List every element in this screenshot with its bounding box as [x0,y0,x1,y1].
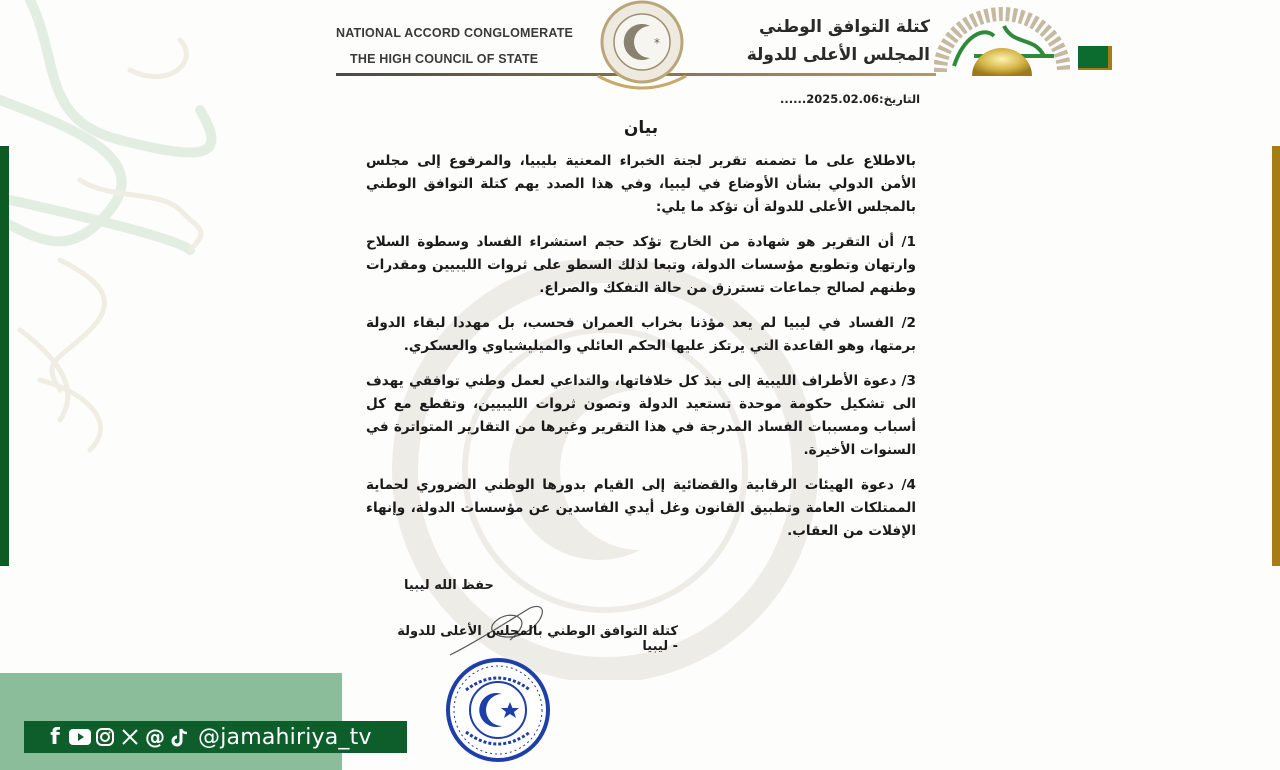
date-label: التاريخ: [878,92,921,106]
instagram-icon[interactable] [94,726,116,748]
statement-body [366,118,916,555]
closing-phrase: حفظ الله ليبيا [404,578,494,593]
calligraphy-logo-icon [934,6,1070,76]
signatory-organization: كتلة التوافق الوطني بالمجلس الأعلى للدولة - ليبيا [397,624,678,654]
intro-paragraph: بالاطلاع على ما تضمنه تقرير لجنة الخبراء المعنية بليبيا، والمرفوع إلى مجلس الأمن الدولي بشأن الأوضاع في ليبيا، وفي هذا الصدد يهم كتلة التوافق الوطني بالمجلس الأعلى للدولة أن تؤكد ما يلي: [366,153,916,215]
org-name-en-line2: THE HIGH COUNCIL OF STATE [350,52,539,66]
tiktok-icon[interactable] [169,726,191,748]
letterhead [330,0,1130,100]
background-calligraphy-decoration [0,0,330,560]
social-handle[interactable]: @jamahiriya_tv [198,724,372,750]
threads-icon[interactable]: @ [145,725,165,749]
facebook-icon[interactable]: f [50,724,60,750]
x-icon[interactable] [119,726,141,748]
left-accent-bar [0,146,9,566]
point-1: 1/ أن التقرير هو شهادة من الخارج تؤكد حجم استشراء الفساد وسطوة السلاح وارتهان وتطويع مؤسسات الدولة، وتبعا لذلك السطو على ثروات الليبيين ومقدرات وطنهم لصالح جماعات تسترزق من حالة التفكك والصراع. [366,234,916,296]
council-emblem-icon [594,0,690,92]
svg-text:*: * [654,36,660,50]
point-3: 3/ دعوة الأطراف الليبية إلى نبذ كل خلافاتها، والتداعي لعمل وطني توافقي يهدف الى تشكيل حكومة موحدة تستعيد الدولة وتصون ثروات الليبيين، وتقطع مع كل أسباب ومسببات الفساد المدرجة في هذا التقرير وغيرها من التقارير المتواترة في السنوات الأخيرة. [366,373,916,458]
point-2: 2/ الفساد في ليبيا لم يعد مؤذنا بخراب العمران فحسب، بل مهددا لبقاء الدولة برمتها، وهو القاعدة التي يرتكز عليها الحكم العائلي والميليشياوي والعسكري. [366,315,916,354]
social-media-bar [24,721,407,753]
date-value: 2025.02.06 [806,92,879,106]
date-dots: ...... [780,92,807,106]
org-name-en-line1: NATIONAL ACCORD CONGLOMERATE [336,26,574,40]
right-accent-bar [1272,146,1280,566]
org-name-ar-line2: المجلس الأعلى للدولة [746,45,930,65]
org-name-ar-line1: كتلة التوافق الوطني [758,17,930,37]
official-stamp-icon [444,656,552,764]
document-date [780,92,920,106]
point-4: 4/ دعوة الهيئات الرقابية والقضائية إلى القيام بدورها الوطني الضروري لحماية الممتلكات العامة وتطبيق القانون وغل أيدي الفاسدين عن مؤسسات الدولة، وإنهاء الإفلات من العقاب. [366,477,916,539]
youtube-icon[interactable] [69,726,91,748]
statement-title: بيان [623,118,659,138]
green-square-mark [1078,46,1112,70]
